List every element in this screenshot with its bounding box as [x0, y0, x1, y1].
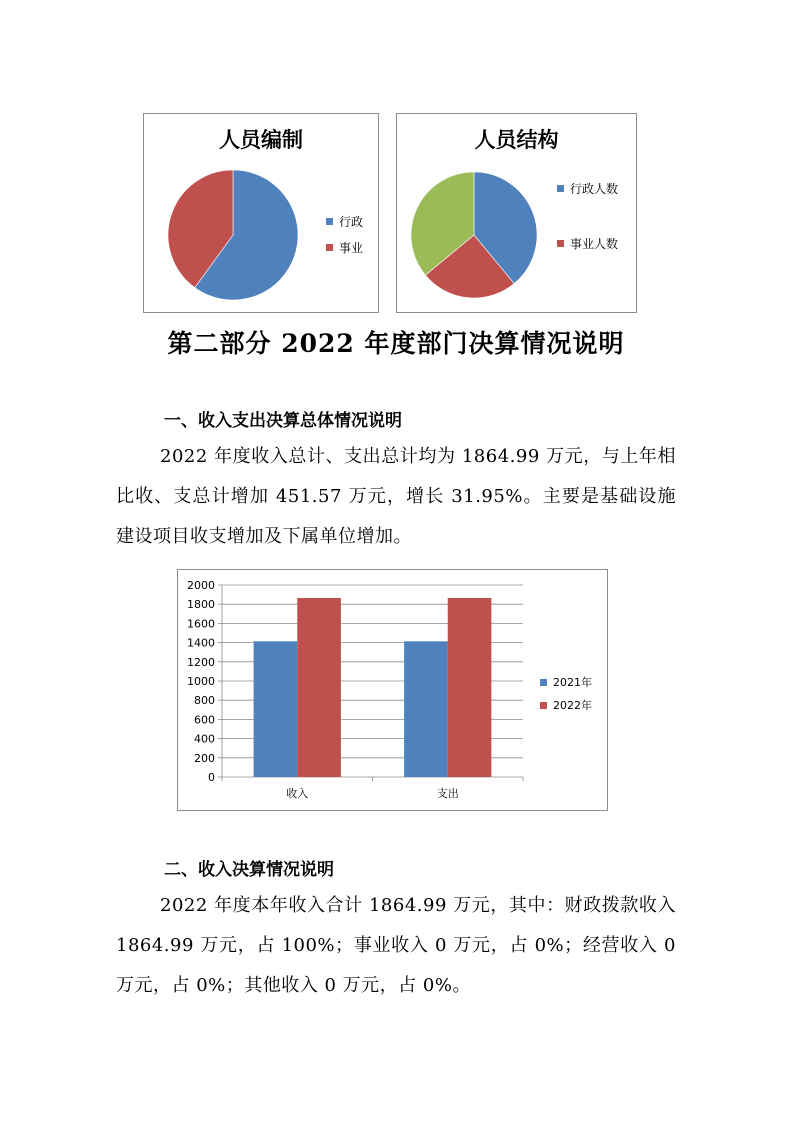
- legend-label: 2021年: [553, 676, 592, 689]
- legend-swatch: [557, 185, 564, 192]
- pie-chart-personnel: [143, 113, 379, 313]
- section-body-1: 2022 年度收入总计、支出总计均为 1864.99 万元，与上年相比收、支总计增加 451.57 万元，增长 31.95%。主要是基础设施建设项目收支增加及下属单位增加。: [116, 446, 676, 547]
- legend-item: [540, 697, 592, 713]
- legend-swatch: [540, 679, 547, 686]
- legend-swatch: [540, 702, 547, 709]
- bar: [254, 641, 298, 777]
- bar-chart-income-expense: [177, 569, 608, 811]
- y-tick-label: 400: [194, 732, 215, 746]
- chart-legend: [326, 213, 363, 256]
- legend-swatch: [557, 240, 564, 247]
- y-tick-label: 200: [194, 751, 215, 765]
- y-tick-label: 800: [194, 694, 215, 708]
- chart-legend: [540, 674, 592, 713]
- bar: [297, 598, 341, 777]
- legend-item: [557, 235, 618, 252]
- legend-item: [326, 213, 363, 230]
- legend-label: 事业: [339, 241, 364, 255]
- page-heading: 第二部分 2022 年度部门决算情况说明: [167, 329, 625, 358]
- y-tick-label: 600: [194, 713, 215, 727]
- legend-label: 事业人数: [570, 237, 619, 251]
- y-tick-label: 1200: [187, 655, 215, 669]
- x-tick-label: 支出: [436, 787, 459, 800]
- chart-legend: [557, 180, 618, 252]
- legend-label: 2022年: [553, 699, 592, 712]
- y-tick-label: 1600: [187, 617, 215, 631]
- legend-label: 行政人数: [570, 182, 619, 196]
- y-tick-label: 1800: [187, 598, 215, 612]
- legend-label: 行政: [339, 215, 364, 229]
- bar: [404, 641, 448, 777]
- section-title-1: 一、收入支出决算总体情况说明: [164, 411, 402, 431]
- section-title-2: 二、收入决算情况说明: [164, 860, 334, 880]
- y-tick-label: 2000: [187, 579, 215, 592]
- y-tick-label: 1400: [187, 636, 215, 650]
- y-tick-label: 1000: [187, 675, 215, 688]
- legend-swatch: [326, 244, 333, 251]
- section-body-2: 2022 年度本年收入合计 1864.99 万元，其中：财政拨款收入 1864.99 万元，占 100%；事业收入 0 万元，占 0%；经营收入 0 万元，占 0%；其他收入 0 万元，占 0%。: [116, 895, 676, 996]
- pie-chart-title: 人员结构: [474, 128, 559, 152]
- pie-chart-structure: [396, 113, 637, 313]
- x-tick-label: 收入: [286, 787, 309, 800]
- bar: [448, 598, 492, 777]
- legend-item: [540, 674, 592, 690]
- legend-item: [557, 180, 618, 197]
- y-tick-label: 0: [208, 771, 215, 784]
- pie-chart-title: 人员编制: [219, 128, 303, 152]
- legend-swatch: [326, 218, 333, 225]
- legend-item: [326, 239, 363, 256]
